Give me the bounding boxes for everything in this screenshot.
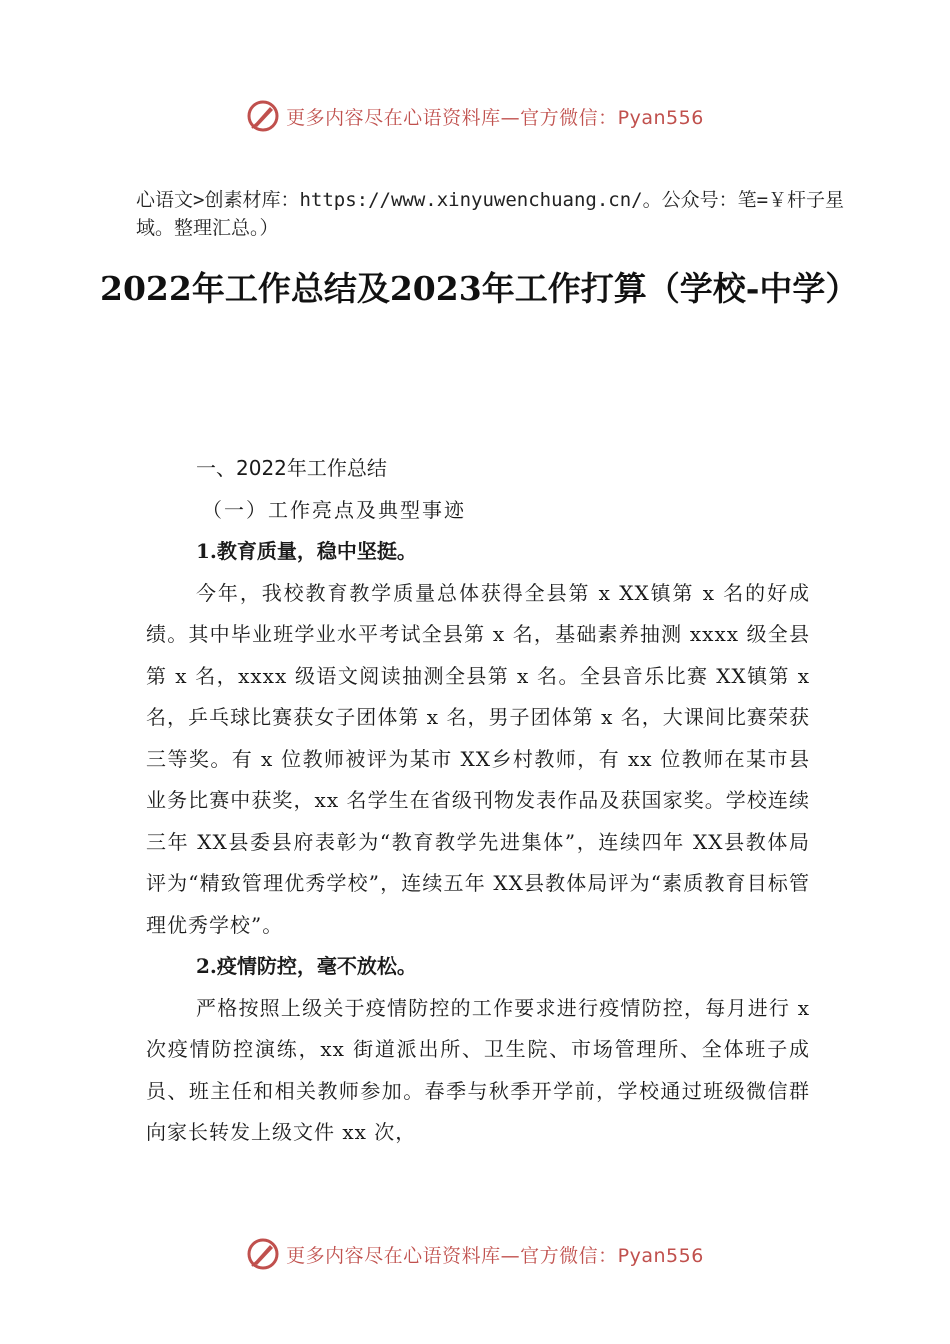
quill-logo-icon xyxy=(246,99,280,133)
item-heading-epidemic: 2.疫情防控，毫不放松。 xyxy=(196,954,417,978)
footer-banner xyxy=(0,1232,950,1276)
document-body xyxy=(146,448,810,1154)
paragraph-education: 今年，我校教育教学质量总体获得全县第 x XX镇第 x 名的好成绩。其中毕业班学业水平考试全县第 x 名，基础素养抽测 xxxx 级全县第 x 名，xxxx 级语文阅读抽测全县第 x 名。全县音乐比赛 XX镇第 x 名，乒乓球比赛获女子团体第 x 名，男子团体第 x 名，大课间比赛荣获三等奖。有 x 位教师被评为某市 XX乡村教师，有 xx 位教师在某市县业务比赛中获奖，xx 名学生在省级刊物发表作品及获国家奖。学校连续三年 XX县委县府表彰为“教育教学先进集体”，连续四年 XX县教体局评为“精致管理优秀学校”，连续五年 XX县教体局评为“素质教育目标管理优秀学校”。 xyxy=(146,580,810,937)
header-banner xyxy=(0,94,950,138)
document-title: 2022年工作总结及2023年工作打算（学校-中学） xyxy=(100,269,859,308)
quill-logo-icon xyxy=(246,1237,280,1271)
section-heading: 一、2022年工作总结 xyxy=(196,456,387,480)
banner-text: 更多内容尽在心语资料库—官方微信：Pyan556 xyxy=(286,106,704,129)
item-heading-education: 1.教育质量，稳中坚挺。 xyxy=(196,539,417,563)
banner-text: 更多内容尽在心语资料库—官方微信：Pyan556 xyxy=(286,1244,704,1267)
subsection-heading: （一）工作亮点及典型事迹 xyxy=(202,497,466,522)
paragraph-epidemic: 严格按照上级关于疫情防控的工作要求进行疫情防控，每月进行 x 次疫情防控演练，xx 街道派出所、卫生院、市场管理所、全体班子成员、班主任和相关教师参加。春季与秋季开学前，学校通过班级微信群向家长转发上级文件 xx 次， xyxy=(146,995,810,1144)
source-note: 心语文>创素材库：https://www.xinyuwenchuang.cn/。公众号：笔=￥杆子星域。整理汇总。） xyxy=(136,189,845,239)
